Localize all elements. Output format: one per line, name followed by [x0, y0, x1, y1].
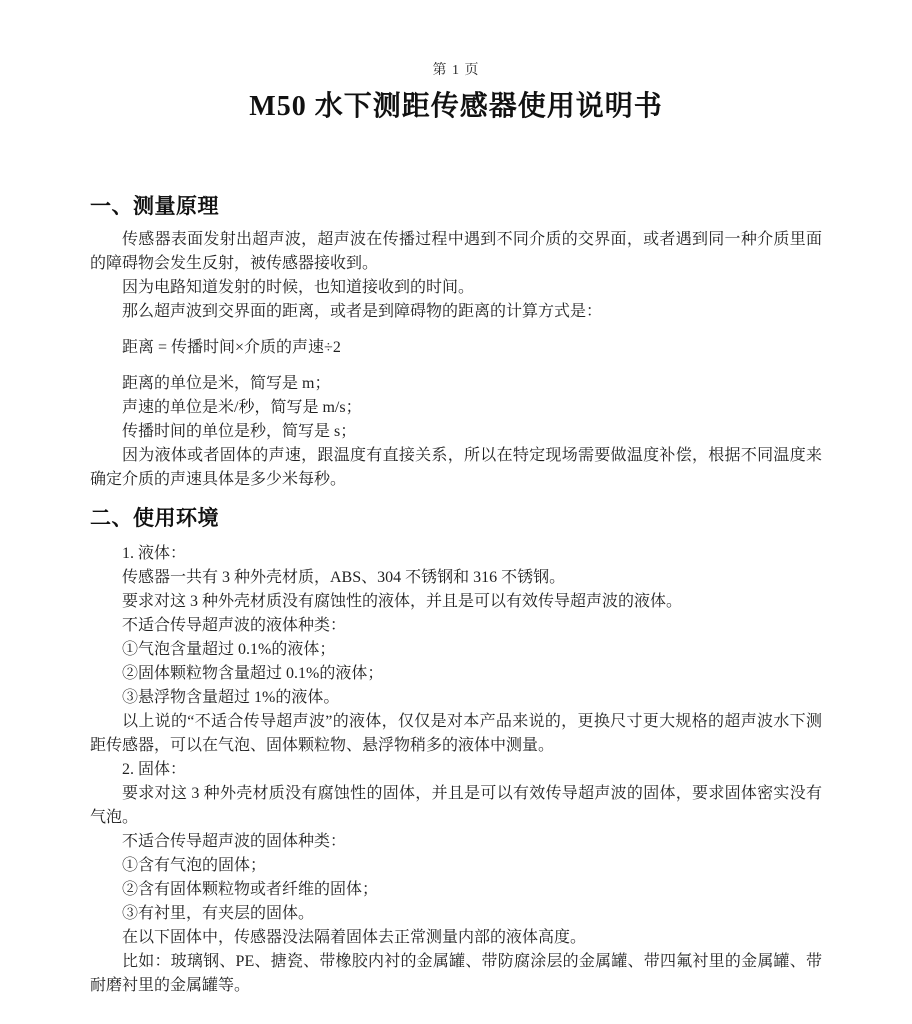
paragraph: 传感器表面发射出超声波，超声波在传播过程中遇到不同介质的交界面，或者遇到同一种介质里面的障碍物会发生反射，被传感器接收到。	[90, 231, 822, 272]
list-item-circled-2: ②含有固体颗粒物或者纤维的固体；	[122, 881, 379, 898]
list-item-solid-label: 2. 固体：	[122, 761, 187, 778]
list-item-circled-3: ③有衬里，有夹层的固体。	[122, 905, 315, 922]
list-item-circled-1: ①气泡含量超过 0.1%的液体；	[122, 641, 336, 658]
section-measurement-principle-body	[90, 228, 822, 492]
section-heading-measurement-principle: 一、测量原理	[90, 194, 219, 218]
paragraph: 传感器一共有 3 种外壳材质，ABS、304 不锈钢和 316 不锈钢。	[122, 569, 566, 586]
paragraph: 以上说的“不适合传导超声波”的液体，仅仅是对本产品来说的，更换尺寸更大规格的超声波水下测距传感器，可以在气泡、固体颗粒物、悬浮物稍多的液体中测量。	[90, 713, 822, 754]
section-usage-environment-body	[90, 542, 822, 998]
list-item-circled-3: ③悬浮物含量超过 1%的液体。	[122, 689, 340, 706]
distance-formula: 距离 = 传播时间×介质的声速÷2	[122, 339, 341, 356]
paragraph: 不适合传导超声波的液体种类：	[122, 617, 347, 634]
page-number: 第 1 页	[432, 63, 480, 78]
section-heading-usage-environment: 二、使用环境	[90, 506, 219, 530]
paragraph: 因为液体或者固体的声速，跟温度有直接关系，所以在特定现场需要做温度补偿，根据不同温度来确定介质的声速具体是多少米每秒。	[90, 447, 822, 488]
paragraph: 传播时间的单位是秒，简写是 s；	[122, 423, 357, 440]
list-item-circled-2: ②固体颗粒物含量超过 0.1%的液体；	[122, 665, 384, 682]
paragraph: 要求对这 3 种外壳材质没有腐蚀性的液体，并且是可以有效传导超声波的液体。	[122, 593, 683, 610]
paragraph: 在以下固体中，传感器没法隔着固体去正常测量内部的液体高度。	[122, 929, 587, 946]
paragraph: 距离的单位是米，简写是 m；	[122, 375, 331, 392]
paragraph: 不适合传导超声波的固体种类：	[122, 833, 347, 850]
paragraph: 因为电路知道发射的时候，也知道接收到的时间。	[122, 279, 475, 296]
paragraph: 要求对这 3 种外壳材质没有腐蚀性的固体，并且是可以有效传导超声波的固体，要求固体密实没有气泡。	[90, 785, 822, 826]
list-item-liquid-label: 1. 液体：	[122, 545, 187, 562]
paragraph: 比如：玻璃钢、PE、搪瓷、带橡胶内衬的金属罐、带防腐涂层的金属罐、带四氟衬里的金属罐、带耐磨衬里的金属罐等。	[90, 953, 822, 994]
paragraph: 那么超声波到交界面的距离，或者是到障碍物的距离的计算方式是：	[122, 303, 603, 320]
document-title: M50 水下测距传感器使用说明书	[249, 91, 663, 122]
list-item-circled-1: ①含有气泡的固体；	[122, 857, 267, 874]
paragraph: 声速的单位是米/秒，简写是 m/s；	[122, 399, 362, 416]
